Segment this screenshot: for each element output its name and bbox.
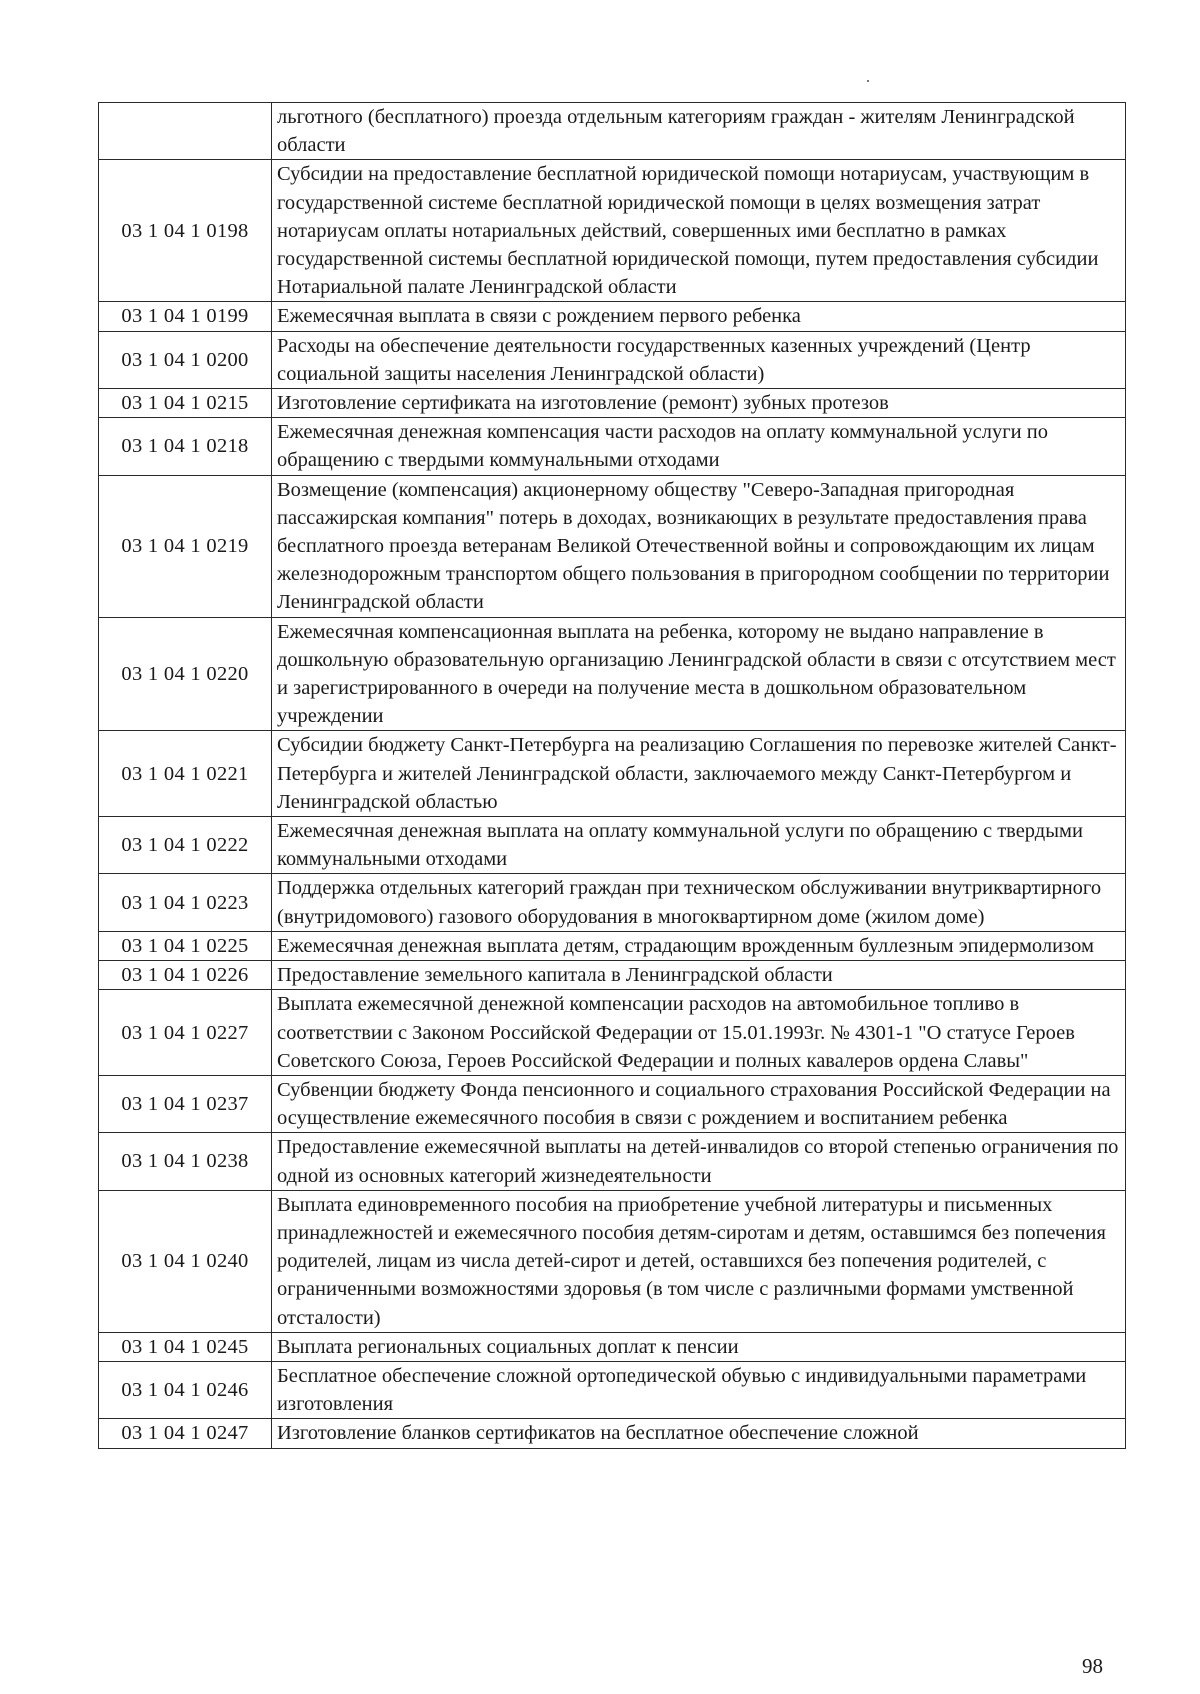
description-cell: Предоставление земельного капитала в Ленинградской области	[272, 961, 1126, 990]
description-cell: льготного (бесплатного) проезда отдельным категориям граждан - жителям Ленинградской области	[272, 103, 1126, 160]
code-cell: 03 1 04 1 0247	[99, 1419, 272, 1448]
table-row	[99, 302, 1126, 331]
description-cell: Ежемесячная денежная выплата на оплату коммунальной услуги по обращению с твердыми коммунальными отходами	[272, 817, 1126, 874]
code-cell: 03 1 04 1 0221	[99, 731, 272, 817]
description-cell: Субсидии на предоставление бесплатной юридической помощи нотариусам, участвующим в государственной системе бесплатной юридической помощи в целях возмещения затрат нотариусам оплаты нотариальных действий, совершенных ими бесплатно в рамках государственной системы бесплатной юридической помощи, путем предоставления субсидии Нотариальной палате Ленинградской области	[272, 160, 1126, 302]
code-cell: 03 1 04 1 0200	[99, 331, 272, 388]
table-row	[99, 389, 1126, 418]
description-cell: Субсидии бюджету Санкт-Петербурга на реализацию Соглашения по перевозке жителей Санкт-Петербурга и жителей Ленинградской области, заключаемого между Санкт-Петербургом и Ленинградской областью	[272, 731, 1126, 817]
code-cell: 03 1 04 1 0215	[99, 389, 272, 418]
description-cell: Выплата единовременного пособия на приобретение учебной литературы и письменных принадлежностей и ежемесячного пособия детям-сиротам и детям, оставшимся без попечения родителей, лицам из числа детей-сирот и детей, оставшихся без попечения родителей, с ограниченными возможностями здоровья (в том числе с различными формами умственной отсталости)	[272, 1190, 1126, 1332]
table-row	[99, 1419, 1126, 1448]
code-cell	[99, 103, 272, 160]
description-cell: Возмещение (компенсация) акционерному обществу "Северо-Западная пригородная пассажирская компания" потерь в доходах, возникающих в результате предоставления права бесплатного проезда ветеранам Великой Отечественной войны и сопровождающим их лицам железнодорожным транспортом общего пользования в пригородном сообщении по территории Ленинградской области	[272, 475, 1126, 617]
table-row	[99, 617, 1126, 731]
table-row	[99, 103, 1126, 160]
budget-codes-table	[98, 102, 1126, 1449]
code-cell: 03 1 04 1 0245	[99, 1332, 272, 1361]
description-cell: Предоставление ежемесячной выплаты на детей-инвалидов со второй степенью ограничения по одной из основных категорий жизнедеятельности	[272, 1133, 1126, 1190]
description-cell: Изготовление бланков сертификатов на бесплатное обеспечение сложной	[272, 1419, 1126, 1448]
description-cell: Выплата региональных социальных доплат к пенсии	[272, 1332, 1126, 1361]
code-cell: 03 1 04 1 0238	[99, 1133, 272, 1190]
table-row	[99, 475, 1126, 617]
description-cell: Ежемесячная денежная компенсация части расходов на оплату коммунальной услуги по обращению с твердыми коммунальными отходами	[272, 418, 1126, 475]
table-row	[99, 990, 1126, 1076]
description-cell: Бесплатное обеспечение сложной ортопедической обувью с индивидуальными параметрами изготовления	[272, 1361, 1126, 1418]
description-cell: Ежемесячная денежная выплата детям, страдающим врожденным буллезным эпидермолизом	[272, 931, 1126, 960]
table-row	[99, 1361, 1126, 1418]
table-row	[99, 961, 1126, 990]
table-row	[99, 331, 1126, 388]
code-cell: 03 1 04 1 0220	[99, 617, 272, 731]
table-row	[99, 1332, 1126, 1361]
code-cell: 03 1 04 1 0237	[99, 1075, 272, 1132]
description-cell: Ежемесячная выплата в связи с рождением первого ребенка	[272, 302, 1126, 331]
table-row	[99, 418, 1126, 475]
description-cell: Выплата ежемесячной денежной компенсации расходов на автомобильное топливо в соответствии с Законом Российской Федерации от 15.01.1993г. № 4301-1 "О статусе Героев Советского Союза, Героев Российской Федерации и полных кавалеров ордена Славы"	[272, 990, 1126, 1076]
table-row	[99, 817, 1126, 874]
description-cell: Ежемесячная компенсационная выплата на ребенка, которому не выдано направление в дошкольную образовательную организацию Ленинградской области в связи с отсутствием мест и зарегистрированного в очереди на получение места в дошкольном образовательном учреждении	[272, 617, 1126, 731]
code-cell: 03 1 04 1 0223	[99, 874, 272, 931]
code-cell: 03 1 04 1 0219	[99, 475, 272, 617]
table-row	[99, 1190, 1126, 1332]
description-cell: Расходы на обеспечение деятельности государственных казенных учреждений (Центр социальной защиты населения Ленинградской области)	[272, 331, 1126, 388]
code-cell: 03 1 04 1 0222	[99, 817, 272, 874]
code-cell: 03 1 04 1 0225	[99, 931, 272, 960]
table-row	[99, 1133, 1126, 1190]
code-cell: 03 1 04 1 0218	[99, 418, 272, 475]
code-cell: 03 1 04 1 0240	[99, 1190, 272, 1332]
table-row	[99, 160, 1126, 302]
code-cell: 03 1 04 1 0198	[99, 160, 272, 302]
table-row	[99, 1075, 1126, 1132]
page-number: 98	[1082, 1654, 1103, 1678]
table-row	[99, 931, 1126, 960]
code-cell: 03 1 04 1 0246	[99, 1361, 272, 1418]
code-cell: 03 1 04 1 0199	[99, 302, 272, 331]
table-row	[99, 874, 1126, 931]
scan-artifact-dot	[867, 80, 869, 82]
code-cell: 03 1 04 1 0226	[99, 961, 272, 990]
description-cell: Изготовление сертификата на изготовление (ремонт) зубных протезов	[272, 389, 1126, 418]
code-cell: 03 1 04 1 0227	[99, 990, 272, 1076]
description-cell: Субвенции бюджету Фонда пенсионного и социального страхования Российской Федерации на осуществление ежемесячного пособия в связи с рождением и воспитанием ребенка	[272, 1075, 1126, 1132]
description-cell: Поддержка отдельных категорий граждан при техническом обслуживании внутриквартирного (внутридомового) газового оборудования в многоквартирном доме (жилом доме)	[272, 874, 1126, 931]
table-row	[99, 731, 1126, 817]
